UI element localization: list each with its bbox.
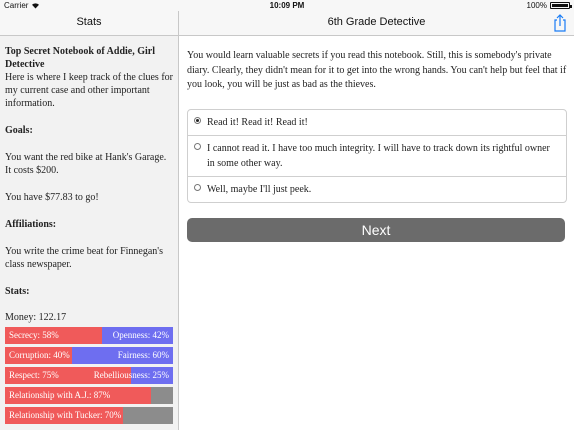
stat-bar-remainder (123, 407, 173, 424)
radio-icon[interactable] (194, 184, 201, 191)
affiliations-label: Affiliations: (5, 219, 57, 230)
status-bar (0, 0, 574, 11)
choice-label: Well, maybe I'll just peek. (207, 184, 312, 195)
carrier-label: Carrier (4, 1, 29, 10)
page-title: 6th Grade Detective (327, 16, 426, 28)
sidebar-title: Stats (76, 16, 102, 28)
stat-bar-tucker (5, 407, 173, 424)
radio-icon[interactable] (194, 117, 201, 124)
stat-bar-remainder (151, 387, 173, 404)
affiliations-text: You write the crime beat for Finnegan's class newspaper. (5, 246, 163, 270)
notebook-heading: Top Secret Notebook of Addie, Girl Detective (5, 46, 156, 70)
stat-bar-left-label: Respect: 75% (9, 370, 59, 380)
radio-icon[interactable] (194, 143, 201, 150)
remaining-text: You have $77.83 to go! (5, 192, 99, 203)
status-time: 10:09 PM (269, 1, 305, 10)
navigation-bar (0, 11, 574, 36)
status-right (527, 1, 570, 10)
stat-bar-left-label: Relationship with A.J.: 87% (9, 390, 111, 400)
stats-sidebar[interactable] (0, 36, 178, 430)
share-icon[interactable] (552, 14, 568, 32)
battery-percent: 100% (526, 1, 547, 10)
stat-bar-left-label: Corruption: 40% (9, 350, 70, 360)
stat-bar-aj (5, 387, 173, 404)
choice-option[interactable] (188, 110, 566, 136)
battery-icon (550, 2, 570, 9)
stat-bars (5, 327, 178, 424)
choice-label: Read it! Read it! Read it! (207, 117, 308, 128)
stat-bar-left-label: Secrecy: 58% (9, 330, 59, 340)
choice-list (187, 109, 567, 203)
stats-label: Stats: (5, 286, 30, 297)
notebook-intro-text: Here is where I keep track of the clues for my current case and other important information. (5, 72, 173, 109)
stat-bar-secrecy (5, 327, 173, 344)
goals-label: Goals: (5, 125, 33, 136)
stat-bar-right-label: Rebelliousness: 25% (93, 370, 169, 380)
stat-bar-right-label: Openness: 42% (112, 330, 169, 340)
goals-text: You want the red bike at Hank's Garage. It costs $200. (5, 152, 167, 176)
stat-bar-respect (5, 367, 173, 384)
choice-option[interactable] (188, 136, 566, 177)
notebook-intro (5, 45, 173, 110)
stat-bar-corruption (5, 347, 173, 364)
money-value: Money: 122.17 (5, 312, 67, 323)
story-text: You would learn valuable secrets if you read this notebook. Still, this is somebody's private diary. Clearly, they didn't mean for it to get into the wrong hands. You can't help but feel that if you look, you will be just as bad as the thieves. (187, 50, 567, 90)
stat-bar-right-label: Fairness: 60% (117, 350, 169, 360)
choice-option[interactable] (188, 177, 566, 202)
choice-label: I cannot read it. I have too much integrity. I will have to track down its rightful owner in some other way. (207, 143, 550, 169)
story-panel (179, 36, 574, 430)
stat-bar-left-label: Relationship with Tucker: 70% (9, 410, 122, 420)
next-button[interactable]: Next (187, 218, 565, 242)
